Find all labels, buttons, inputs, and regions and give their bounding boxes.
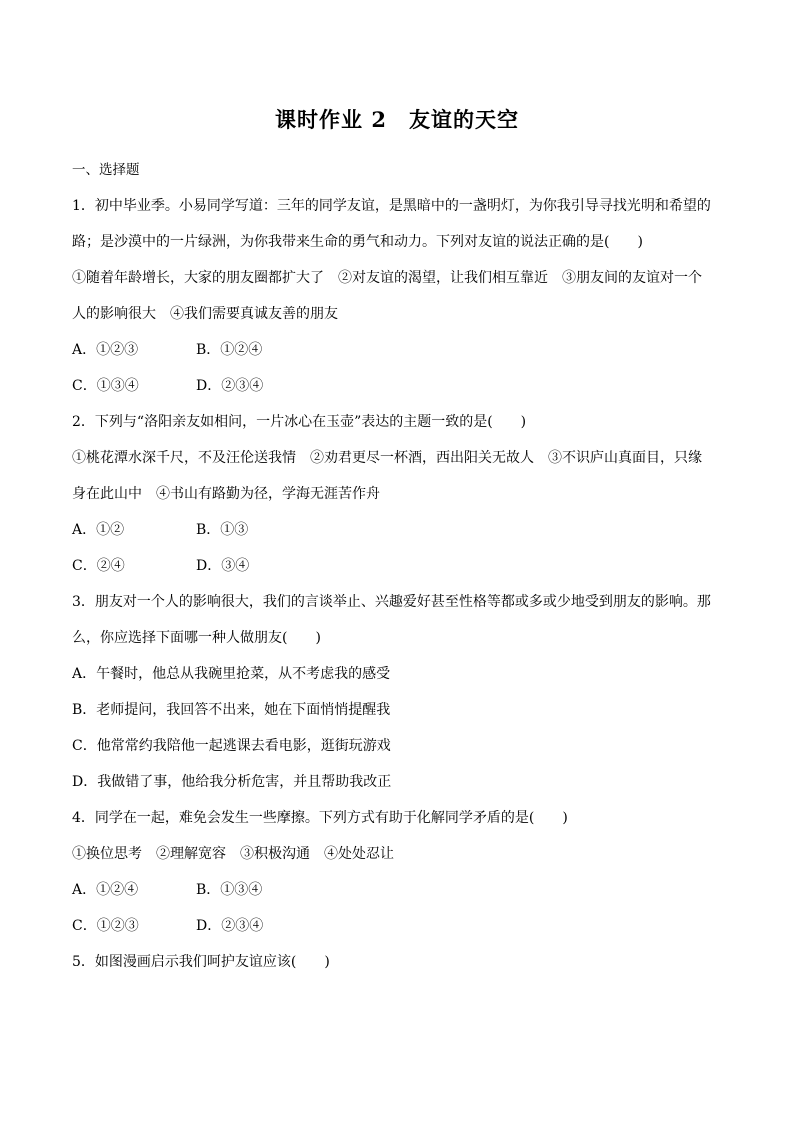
question-4-options-row-1: [72, 872, 722, 908]
question-4-options-row-2: [72, 908, 722, 944]
question-2-option-d: D．③④: [196, 558, 250, 574]
question-4-stem-line-1: 4．同学在一起，难免会发生一些摩擦。下列方式有助于化解同学矛盾的是( ): [72, 810, 568, 826]
question-4: [72, 800, 722, 944]
question-2-option-a: A．①②: [72, 522, 125, 538]
question-1-options-row-1: [72, 332, 722, 368]
question-4-option-b: B．①③④: [196, 882, 263, 898]
question-1-option-b: B．①②④: [196, 342, 263, 358]
question-2: [72, 404, 722, 584]
question-3-option-a: A．午餐时，他总从我碗里抢菜，从不考虑我的感受: [72, 666, 391, 682]
question-1-option-c: C．①③④: [72, 378, 139, 394]
question-2-options-row-2: [72, 548, 722, 584]
question-2-items-line-1: ①桃花潭水深千尺，不及汪伦送我情 ②劝君更尽一杯酒，西出阳关无故人 ③不识庐山真面目，只缘: [72, 450, 702, 466]
section-heading: 一、选择题: [72, 162, 140, 178]
question-3: [72, 584, 722, 800]
question-3-option-d: D．我做错了事，他给我分析危害，并且帮助我改正: [72, 774, 392, 790]
question-1-stem-line-1: 1．初中毕业季。小易同学写道：三年的同学友谊，是黑暗中的一盏明灯，为你我引导寻找光明和希望的: [72, 198, 711, 214]
question-3-stem-line-2: 么，你应选择下面哪一种人做朋友( ): [72, 630, 321, 646]
question-3-option-b: B．老师提问，我回答不出来，她在下面悄悄提醒我: [72, 702, 391, 718]
question-2-options-row-1: [72, 512, 722, 548]
question-1: [72, 188, 722, 404]
question-1-items-line-2: 人的影响很大 ④我们需要真诚友善的朋友: [72, 306, 338, 322]
question-4-option-c: C．①②③: [72, 918, 139, 934]
question-2-option-c: C．②④: [72, 558, 125, 574]
question-1-stem-line-2: 路；是沙漠中的一片绿洲，为你我带来生命的勇气和动力。下列对友谊的说法正确的是( ): [72, 234, 643, 250]
question-1-option-a: A．①②③: [72, 342, 139, 358]
question-2-option-b: B．①③: [196, 522, 249, 538]
question-1-options-row-2: [72, 368, 722, 404]
question-4-option-d: D．②③④: [196, 918, 264, 934]
question-2-items-line-2: 身在此山中 ④书山有路勤为径，学海无涯苦作舟: [72, 486, 380, 502]
question-4-option-a: A．①②④: [72, 882, 139, 898]
question-3-stem-line-1: 3．朋友对一个人的影响很大，我们的言谈举止、兴趣爱好甚至性格等都或多或少地受到朋友的影响。那: [72, 594, 711, 610]
question-4-items-line-1: ①换位思考 ②理解宽容 ③积极沟通 ④处处忍让: [72, 846, 394, 862]
document-body: [72, 152, 722, 980]
question-5: [72, 944, 722, 980]
question-3-option-c: C．他常常约我陪他一起逃课去看电影，逛街玩游戏: [72, 738, 391, 754]
page-title: 课时作业 2 友谊的天空: [275, 107, 519, 132]
question-2-stem-line-1: 2．下列与“洛阳亲友如相问，一片冰心在玉壶”表达的主题一致的是( ): [72, 414, 527, 430]
question-5-stem-line-1: 5．如图漫画启示我们呵护友谊应该( ): [72, 954, 330, 970]
question-1-items-line-1: ①随着年龄增长，大家的朋友圈都扩大了 ②对友谊的渴望，让我们相互靠近 ③朋友间的友谊对一个: [72, 270, 702, 286]
question-1-option-d: D．②③④: [196, 378, 264, 394]
